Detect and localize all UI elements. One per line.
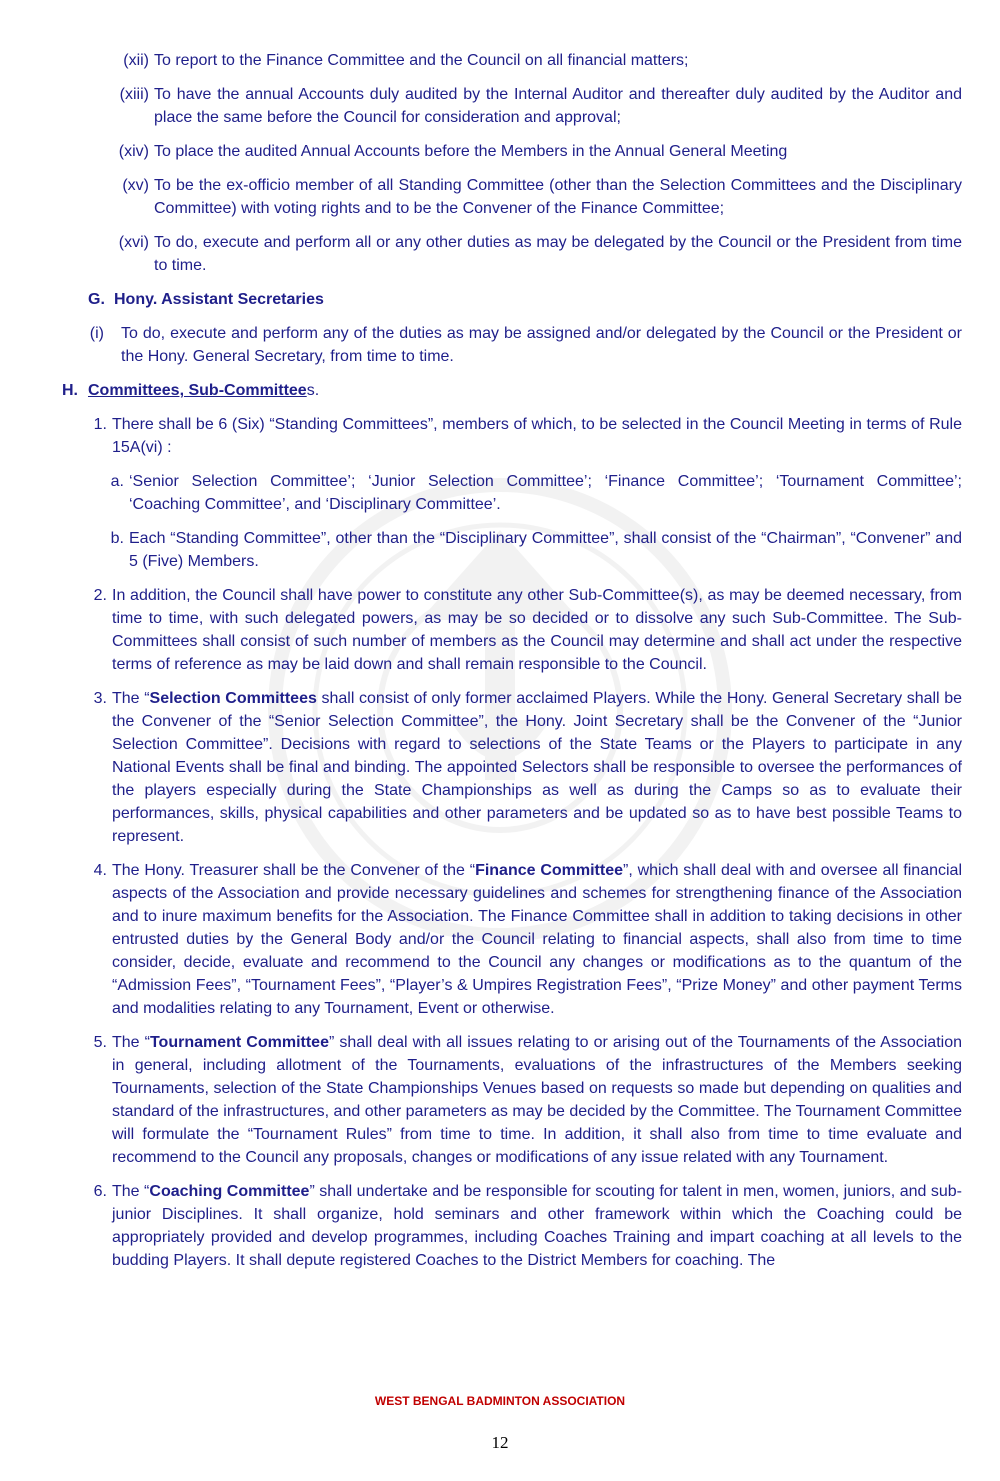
item-text: ‘Senior Selection Committee’; ‘Junior Selection Committee’; ‘Finance Committee’; ‘Tournament Committee’; ‘Coaching Committee’, and ‘Disciplinary Committee’. [129,473,962,513]
item-text: To be the ex-officio member of all Standing Committee (other than the Selection Committees and the Disciplinary Committee) with voting rights and to be the Convener of the Finance Committee; [154,177,962,217]
text-post: ” shall undertake and be responsible for scouting for talent in men, women, juniors, and sub-junior Disciplines. It shall organize, hold seminars and other framework within which the Coaching could be appropriately provided and develop programmes, including Coaches Training and impart coaching at all levels to the budding Players. It shall depute registered Coaches to the District Members for coaching. The [112,1183,963,1269]
committee-item-6 [62,1180,962,1272]
text-post: ”, which shall deal with and oversee all financial aspects of the Association and provide necessary guidelines and schemes for strengthening finance of the Association and to inure maximum benefits for the Association. The Finance Committee shall in addition to taking decisions in other entrusted duties by the General Body and/or the Council relating to financial aspects, shall also from time to time consider, decide, evaluate and recommend to the Council any changes or modifications as to the quantum of the “Admission Fees”, “Tournament Fees”, “Player’s & Umpires Registration Fees”, “Prize Money” and other payment Terms and modalities relating to any Tournament, Event or otherwise. [112,862,962,1017]
item-text: In addition, the Council shall have power to constitute any other Sub-Committee(s), as may be deemed necessary, from time to time, with such delegated powers, as may be so decided or to dissolve any such Sub-Committee. The Sub-Committees shall consist of such number of members as the Council may determine and shall act under the respective terms of reference as may be laid down and shall remain responsible to the Council. [112,587,962,673]
item-number: 3. [93,690,107,707]
item-number: 4. [93,862,107,879]
item-letter: a. [110,473,124,490]
text-pre: The “ [112,1183,150,1200]
item-number: (xvi) [118,234,149,251]
document-body [62,49,962,1283]
item-number: (i) [89,325,104,342]
list-item [62,231,962,277]
section-letter: H. [62,382,78,399]
committee-item-2 [62,584,962,676]
section-title-tail: s. [306,382,320,399]
page-footer: WEST BENGAL BADMINTON ASSOCIATION [374,1394,626,1408]
committee-item-1 [62,413,962,459]
duties-list-xii-xvi [62,49,962,277]
list-item [62,174,962,220]
item-text: To report to the Finance Committee and the Council on all financial matters; [154,52,689,69]
text-post: ” shall deal with all issues relating to or arising out of the Tournaments of the Association in general, including allotment of the Tournaments, evaluations of the infrastructures of the Members seeking Tournaments, selection of the State Championships Venues based on requests so made but depending on qualities and standard of the infrastructures, and other parameters as may be decided by the Committee. The Tournament Committee will formulate the “Tournament Rules” from time to time. In addition, it shall also from time to time evaluate and recommend to the Council any proposals, changes or modifications of any issue related with any Tournament. [112,1034,962,1166]
item-number: 6. [93,1183,107,1200]
list-item [62,83,962,129]
item-text: To do, execute and perform all or any other duties as may be delegated by the Council or the President from time to time. [154,234,962,274]
item-number: (xiii) [119,86,149,103]
section-title: Hony. Assistant Secretaries [114,291,324,308]
item-number: (xiv) [118,143,149,160]
keyword: Selection Committees [149,690,317,707]
section-h-heading [62,379,962,402]
item-text: To do, execute and perform any of the duties as may be assigned and/or delegated by the Council or the President or the Hony. General Secretary, from time to time. [121,325,962,365]
item-number: 1. [93,416,107,433]
text-pre: The “ [112,1034,150,1051]
item-number: (xv) [122,177,149,194]
text-post: shall consist of only former acclaimed Players. While the Hony. General Secretary shall be the Convener of the “Senior Selection Committee”, the Hony. Joint Secretary shall be the Convener of the “Junior Selection Committee”. Decisions with regard to selections of the State Teams or the Players to participate in any National Events shall be final and binding. The appointed Selectors shall be responsible to oversee the performances of the players especially during the State Championships as well as during the Camps so as to evaluate their performances, skills, physical capabilities and other parameters and be updated so as to have best possible Teams to represent. [112,690,963,845]
committee-item-4 [62,859,962,1020]
list-item [62,49,962,72]
section-g-item [62,322,962,368]
committee-item-1b [62,527,962,573]
item-text: To place the audited Annual Accounts before the Members in the Annual General Meeting [154,143,788,160]
item-number: 5. [93,1034,107,1051]
list-item [62,140,962,163]
item-letter: b. [110,530,124,547]
item-text: Each “Standing Committee”, other than the “Disciplinary Committee”, shall consist of the “Chairman”, “Convener” and 5 (Five) Members. [129,530,962,570]
item-number: 2. [93,587,107,604]
text-pre: The “ [112,690,150,707]
page-number: 12 [491,1433,509,1452]
committee-item-5 [62,1031,962,1169]
item-text: To have the annual Accounts duly audited by the Internal Auditor and thereafter duly audited by the Auditor and place the same before the Council for consideration and approval; [154,86,962,126]
keyword: Coaching Committee [149,1183,310,1200]
committee-item-3 [62,687,962,848]
section-letter: G. [88,291,105,308]
section-g-heading [88,288,962,311]
item-text: There shall be 6 (Six) “Standing Committees”, members of which, to be selected in the Council Meeting in terms of Rule 15A(vi) : [112,416,962,456]
keyword: Tournament Committee [149,1034,329,1051]
section-title: Committees, Sub-Committee [88,382,307,399]
keyword: Finance Committee [475,862,623,879]
committee-item-1a [62,470,962,516]
item-number: (xii) [123,52,149,69]
text-pre: The Hony. Treasurer shall be the Convener of the “ [112,862,476,879]
